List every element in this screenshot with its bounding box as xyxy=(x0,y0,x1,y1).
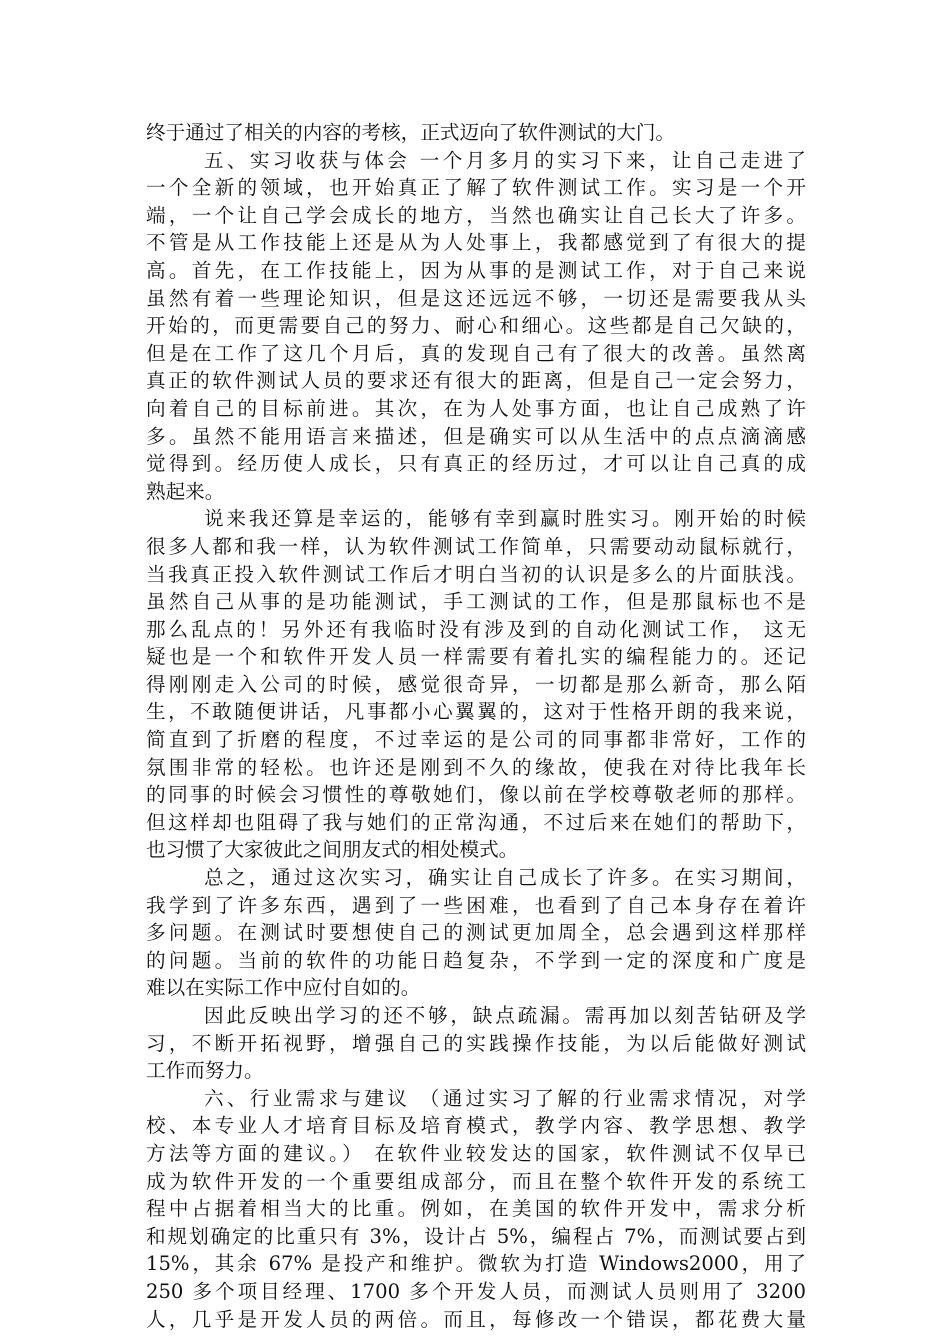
text-line: 氛围非常的轻松。也许还是刚到不久的缘故，使我在对待比我年长 xyxy=(146,755,806,779)
text-line: 生，不敢随便讲话，凡事都小心翼翼的，这对于性格开朗的我来说， xyxy=(146,700,806,724)
text-line: 我学到了许多东西，遇到了一些困难，也看到了自己本身存在着许 xyxy=(146,893,806,917)
text-line: 很多人都和我一样，认为软件测试工作简单，只需要动动鼠标就行， xyxy=(146,534,806,558)
text-line: 向着自己的目标前进。其次，在为人处事方面，也让自己成熟了许 xyxy=(146,396,806,420)
text-line: 也习惯了大家彼此之间朋友式的相处模式。 xyxy=(146,838,519,862)
text-line: 的问题。当前的软件的功能日趋复杂，不学到一定的深度和广度是 xyxy=(146,948,806,972)
text-line: 当我真正投入软件测试工作后才明白当初的认识是多么的片面肤浅。 xyxy=(146,562,806,586)
text-line: 但是在工作了这几个月后，真的发现自己有了很大的改善。虽然离 xyxy=(146,341,806,365)
text-line: 方法等方面的建议。） 在软件业较发达的国家，软件测试不仅早已 xyxy=(146,1141,806,1165)
text-line: 疑也是一个和软件开发人员一样需要有着扎实的编程能力的。还记 xyxy=(146,645,806,669)
section-heading-line: 六、行业需求与建议 （通过实习了解的行业需求情况，对学 xyxy=(204,1086,806,1110)
paragraph-start-line: 说来我还算是幸运的，能够有幸到赢时胜实习。刚开始的时候 xyxy=(204,507,806,531)
text-line: 不管是从工作技能上还是从为人处事上，我都感觉到了有很大的提 xyxy=(146,231,806,255)
text-line: 校、本专业人才培育目标及培育模式，教学内容、教学思想、教学 xyxy=(146,1114,806,1138)
text-line: 人，几乎是开发人员的两倍。而且，每修改一个错误，都花费大量 xyxy=(146,1307,806,1331)
text-line: 难以在实际工作中应付自如的。 xyxy=(146,976,421,1000)
text-line: 熟起来。 xyxy=(146,479,225,503)
paragraph-start-line: 总之，通过这次实习，确实让自己成长了许多。在实习期间， xyxy=(204,866,806,890)
text-line: 15%，其余 67% 是投产和维护。微软为打造 Windows2000，用了 xyxy=(146,1252,806,1276)
text-line: 真正的软件测试人员的要求还有很大的距离，但是自己一定会努力， xyxy=(146,369,806,393)
text-line: 习，不断开拓视野，增强自己的实践操作技能，为以后能做好测试 xyxy=(146,1031,806,1055)
text-line: 简直到了折磨的程度，不过幸运的是公司的同事都非常好，工作的 xyxy=(146,728,806,752)
paragraph-start-line: 因此反映出学习的还不够，缺点疏漏。需再加以刻苦钻研及学 xyxy=(204,1004,806,1027)
text-line: 的同事的时候会习惯性的尊敬她们，像以前在学校尊敬老师的那样。 xyxy=(146,783,806,807)
text-line: 端，一个让自己学会成长的地方，当然也确实让自己长大了许多。 xyxy=(146,203,806,227)
text-line: 开始的，而更需要自己的努力、耐心和细心。这些都是自己欠缺的， xyxy=(146,314,806,338)
text-line: 成为软件开发的一个重要组成部分，而且在整个软件开发的系统工 xyxy=(146,1169,806,1193)
text-line: 得刚刚走入公司的时候，感觉很奇异，一切都是那么新奇，那么陌 xyxy=(146,672,806,696)
text-line: 高。首先，在工作技能上，因为从事的是测试工作，对于自己来说 xyxy=(146,258,806,282)
text-line: 程中占据着相当大的比重。例如，在美国的软件开发中，需求分析 xyxy=(146,1197,806,1221)
text-line: 多问题。在测试时要想使自己的测试更加周全，总会遇到这样那样 xyxy=(146,921,806,945)
text-line: 一个全新的领域，也开始真正了解了软件测试工作。实习是一个开 xyxy=(146,176,806,200)
text-line: 多。虽然不能用语言来描述，但是确实可以从生活中的点点滴滴感 xyxy=(146,424,806,448)
text-line: 和规划确定的比重只有 3%，设计占 5%，编程占 7%，而测试要占到 xyxy=(146,1224,806,1248)
section-heading-line: 五、实习收获与体会 一个月多月的实习下来，让自己走进了 xyxy=(204,148,806,172)
text-line: 250 多个项目经理、1700 多个开发人员，而测试人员则用了 3200 xyxy=(146,1279,806,1303)
text-line: 虽然有着一些理论知识，但是这还远远不够，一切还是需要我从头 xyxy=(146,286,806,310)
text-line: 那么乱点的！另外还有我临时没有涉及到的自动化测试工作， 这无 xyxy=(146,617,806,641)
document-body xyxy=(146,119,806,1333)
text-line: 觉得到。经历使人成长，只有真正的经历过，才可以让自己真的成 xyxy=(146,452,806,476)
text-line: 虽然自己从事的是功能测试，手工测试的工作，但是那鼠标也不是 xyxy=(146,590,806,614)
text-line: 但这样却也阻碍了我与她们的正常沟通，不过后来在她们的帮助下， xyxy=(146,810,806,834)
text-line: 终于通过了相关的内容的考核，正式迈向了软件测试的大门。 xyxy=(146,121,676,144)
text-line: 工作而努力。 xyxy=(146,1059,264,1083)
